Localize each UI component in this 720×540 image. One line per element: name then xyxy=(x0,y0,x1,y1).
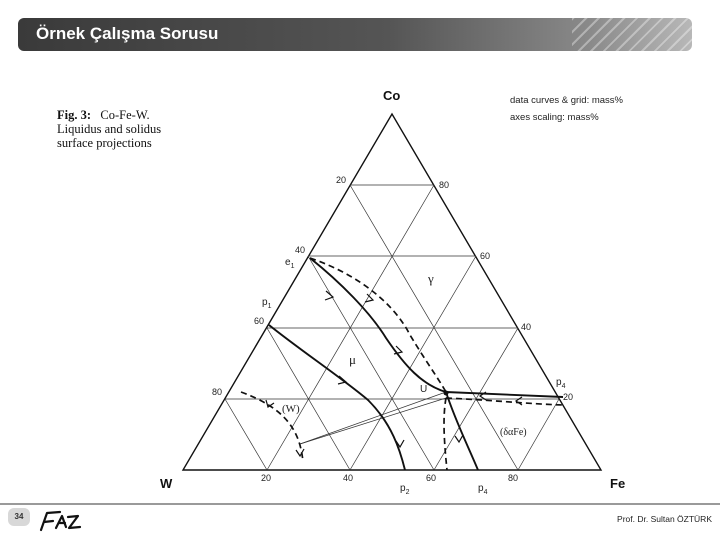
corner-label-w: W xyxy=(160,476,173,491)
phase-delta-fe: (δαFe) xyxy=(500,427,527,438)
left-tick-20: 20 xyxy=(336,175,347,185)
liquidus-curves xyxy=(269,258,563,470)
page-number: 34 xyxy=(8,508,30,526)
corner-label-co: Co xyxy=(383,88,401,103)
right-tick-20: 20 xyxy=(563,392,574,402)
phase-labels xyxy=(282,271,527,438)
left-tick-60: 60 xyxy=(254,316,265,326)
right-tick-80: 80 xyxy=(439,180,450,190)
arrow-markers xyxy=(266,291,522,456)
caption-line-1: Co-Fe-W. xyxy=(100,108,150,122)
author-credit: Prof. Dr. Sultan ÖZTÜRK xyxy=(617,514,712,524)
legend-axes-scaling: axes scaling: mass% xyxy=(510,112,599,123)
left-tick-40: 40 xyxy=(295,245,306,255)
left-tick-80: 80 xyxy=(212,387,223,397)
faz-logo xyxy=(38,510,82,532)
legend-data-curves: data curves & grid: mass% xyxy=(510,95,623,106)
right-tick-60: 60 xyxy=(480,251,491,261)
bottom-tick-40: 40 xyxy=(343,473,354,483)
bottom-tick-20: 20 xyxy=(261,473,272,483)
phase-mu: μ xyxy=(349,352,356,367)
slide-title: Örnek Çalışma Sorusu xyxy=(36,24,219,43)
right-tick-40: 40 xyxy=(521,322,532,332)
label-e1: $e_1$ xyxy=(285,257,295,270)
label-p4-bottom: $p_4$ xyxy=(478,483,488,496)
invariant-point-u xyxy=(444,391,449,396)
label-u: U xyxy=(420,384,428,395)
footer-divider xyxy=(0,503,720,505)
caption-line-2: Liquidus and solidus xyxy=(57,122,162,136)
caption-line-3: surface projections xyxy=(57,136,152,150)
ternary-triangle xyxy=(183,114,601,470)
bottom-tick-80: 80 xyxy=(508,473,519,483)
phase-w: (W) xyxy=(282,403,300,415)
bottom-tick-60: 60 xyxy=(426,473,437,483)
phase-gamma: γ xyxy=(428,271,434,286)
label-p2: $p_2$ xyxy=(400,483,410,496)
corner-label-fe: Fe xyxy=(610,476,626,491)
label-p4-right: $p_4$ xyxy=(556,377,566,390)
label-p1: $p_1$ xyxy=(262,297,272,310)
caption-label: Fig. 3: xyxy=(57,108,92,122)
